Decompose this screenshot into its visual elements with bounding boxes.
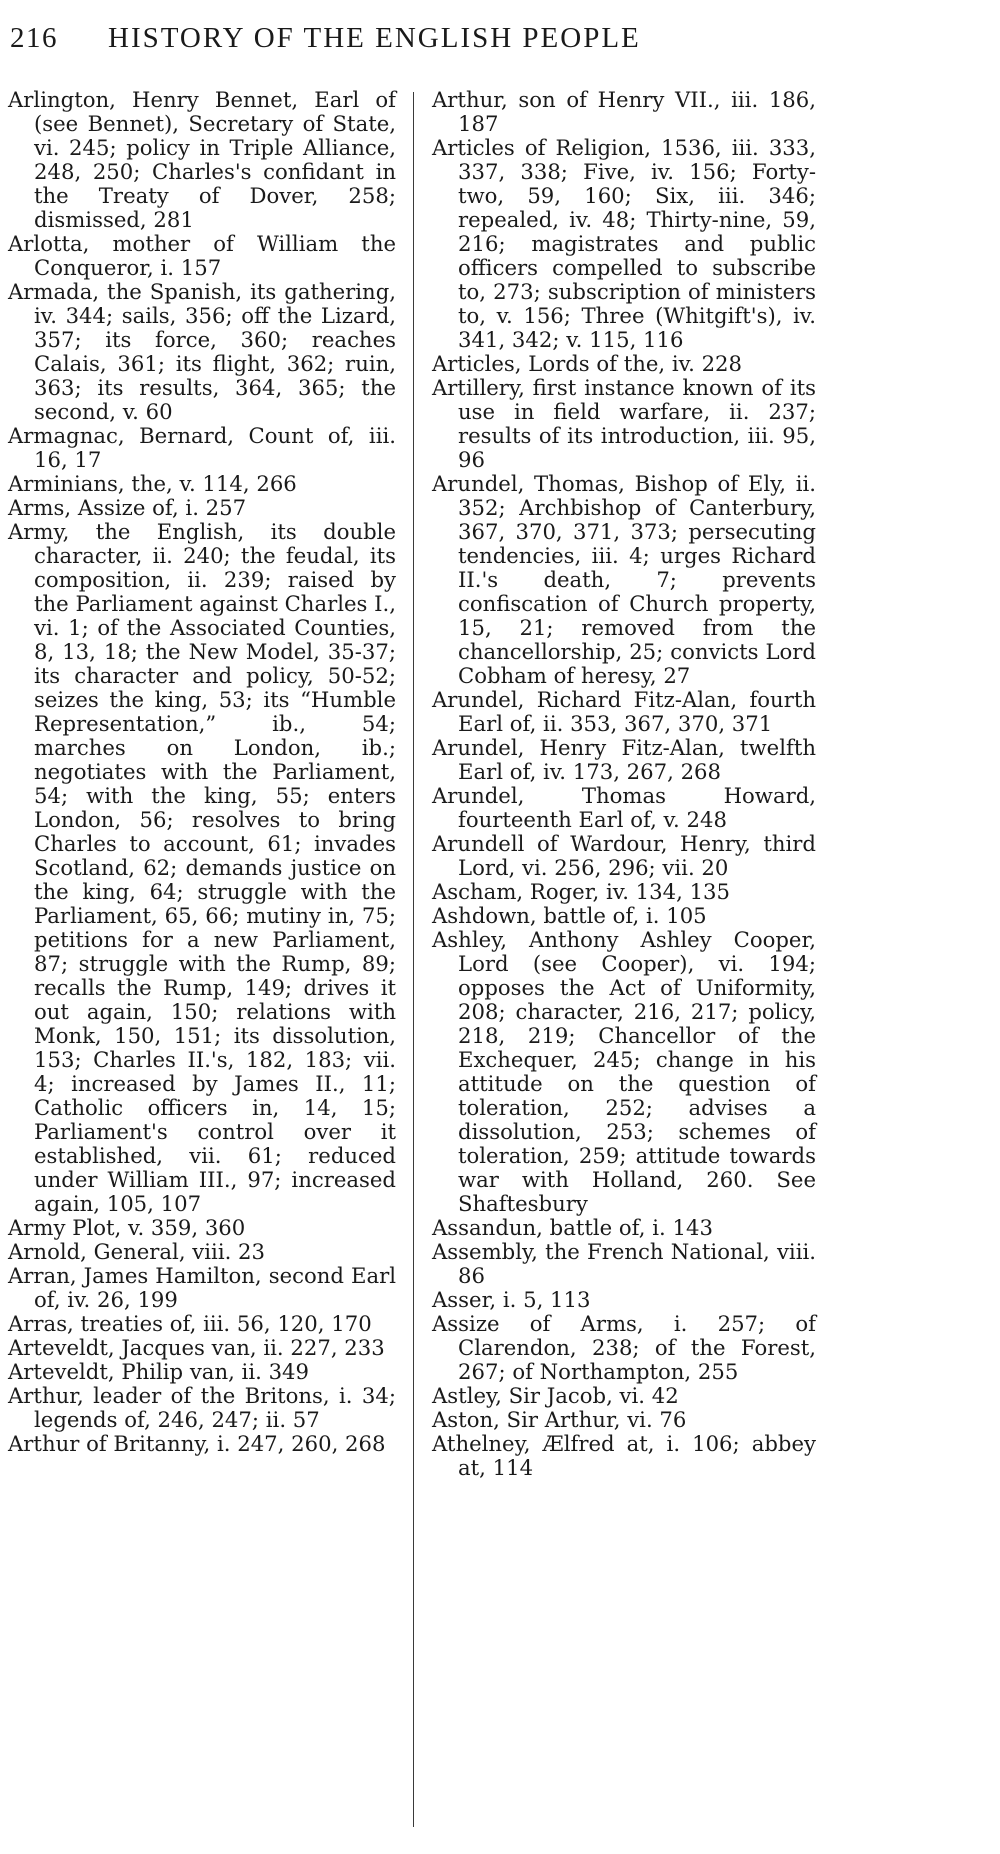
index-entry: Ashdown, battle of, i. 105 (432, 903, 707, 928)
index-entry: Army, the English, its double character, ii. 240; the feudal, its composition, ii. 239; raised by the Parliament against Charles I., vi. 1; of the Associated Counties, 8, 13, 18; the New Model, 35-37; its character and policy, 50-52; seizes the king, 53; its “Humble Representation,” ib., 54; marches on London, ib.; negotiates with the Parliament, 54; with the king, 55; enters London, 56; resolves to bring Charles to account, 61; invades Scotland, 62; demands justice on the king, 64; struggle with the Parliament, 65, 66; mutiny in, 75; petitions for a new Parliament, 87; struggle with the Rump, 89; recalls the Rump, 149; drives it out again, 150; relations with Monk, 150, 151; its dissolution, 153; Charles II.'s, 182, 183; vii. 4; increased by James II., 11; Catholic officers in, 14, 15; Parliament's control over it established, vii. 61; reduced under William III., 97; increased again, 105, 107 (8, 519, 396, 1216)
index-entry: Arthur of Britanny, i. 247, 260, 268 (8, 1431, 386, 1456)
index-entry: Arundel, Thomas, Bishop of Ely, ii. 352; Archbishop of Canterbury, 367, 370, 371, 373; persecuting tendencies, iii. 4; urges Richard II.'s death, 7; prevents confiscation of Church property, 15, 21; removed from the chancellorship, 25; convicts Lord Cobham of heresy, 27 (432, 471, 816, 688)
page-number: 216 (10, 22, 58, 54)
index-entry: Arminians, the, v. 114, 266 (8, 471, 297, 496)
index-entry: Armagnac, Bernard, Count of, iii. 16, 17 (8, 423, 396, 472)
index-entry: Assembly, the French National, viii. 86 (432, 1239, 816, 1288)
index-entry: Astley, Sir Jacob, vi. 42 (432, 1383, 679, 1408)
index-entry: Arthur, son of Henry VII., iii. 186, 187 (432, 87, 816, 136)
index-entry: Assandun, battle of, i. 143 (432, 1215, 713, 1240)
index-entry: Arlotta, mother of William the Conqueror, i. 157 (8, 231, 396, 280)
index-entry: Army Plot, v. 359, 360 (8, 1215, 246, 1240)
index-entry: Assize of Arms, i. 257; of Clarendon, 238; of the Forest, 267; of Northampton, 255 (432, 1311, 816, 1384)
index-entry: Arthur, leader of the Britons, i. 34; legends of, 246, 247; ii. 57 (8, 1383, 396, 1432)
index-entry: Arundel, Henry Fitz-Alan, twelfth Earl of, iv. 173, 267, 268 (432, 735, 816, 784)
index-entry: Articles of Religion, 1536, iii. 333, 337, 338; Five, iv. 156; Forty-two, 59, 160; Six, iii. 346; repealed, iv. 48; Thirty-nine, 59, 216; magistrates and public officers compelled to subscribe to, 273; subscription of ministers to, v. 156; Three (Whitgift's), iv. 341, 342; v. 115, 116 (432, 135, 816, 352)
index-column-left (8, 88, 396, 1456)
index-entry: Ascham, Roger, iv. 134, 135 (432, 879, 731, 904)
index-entry: Arteveldt, Philip van, ii. 349 (8, 1359, 310, 1384)
index-entry: Aston, Sir Arthur, vi. 76 (432, 1407, 687, 1432)
index-entry: Arundel, Richard Fitz-Alan, fourth Earl of, ii. 353, 367, 370, 371 (432, 687, 816, 736)
index-column-right (432, 88, 816, 1480)
index-entry: Arlington, Henry Bennet, Earl of (see Bennet), Secretary of State, vi. 245; policy in Triple Alliance, 248, 250; Charles's confidant in the Treaty of Dover, 258; dismissed, 281 (8, 87, 396, 232)
index-entry: Arms, Assize of, i. 257 (8, 495, 247, 520)
index-entry: Arundel, Thomas Howard, fourteenth Earl of, v. 248 (432, 783, 816, 832)
index-entry: Arnold, General, viii. 23 (8, 1239, 266, 1264)
index-entry: Ashley, Anthony Ashley Cooper, Lord (see Cooper), vi. 194; opposes the Act of Uniformity, 208; character, 216, 217; policy, 218, 219; Chancellor of the Exchequer, 245; change in his attitude on the question of toleration, 252; advises a dissolution, 253; schemes of toleration, 259; attitude towards war with Holland, 260. See Shaftesbury (432, 927, 816, 1216)
index-entry: Arteveldt, Jacques van, ii. 227, 233 (8, 1335, 385, 1360)
index-entry: Artillery, first instance known of its use in field warfare, ii. 237; results of its introduction, iii. 95, 96 (432, 375, 816, 472)
index-entry: Arundell of Wardour, Henry, third Lord, vi. 256, 296; vii. 20 (432, 831, 816, 880)
index-entry: Arras, treaties of, iii. 56, 120, 170 (8, 1311, 372, 1336)
index-entry: Articles, Lords of the, iv. 228 (432, 351, 743, 376)
column-divider (413, 92, 414, 1827)
page-header (10, 22, 850, 55)
index-entry: Asser, i. 5, 113 (432, 1287, 591, 1312)
running-title: HISTORY OF THE ENGLISH PEOPLE (108, 22, 641, 54)
index-entry: Arran, James Hamilton, second Earl of, iv. 26, 199 (8, 1263, 396, 1312)
index-entry: Athelney, Ælfred at, i. 106; abbey at, 114 (432, 1431, 816, 1480)
index-entry: Armada, the Spanish, its gathering, iv. 344; sails, 356; off the Lizard, 357; its force, 360; reaches Calais, 361; its flight, 362; ruin, 363; its results, 364, 365; the second, v. 60 (8, 279, 396, 424)
